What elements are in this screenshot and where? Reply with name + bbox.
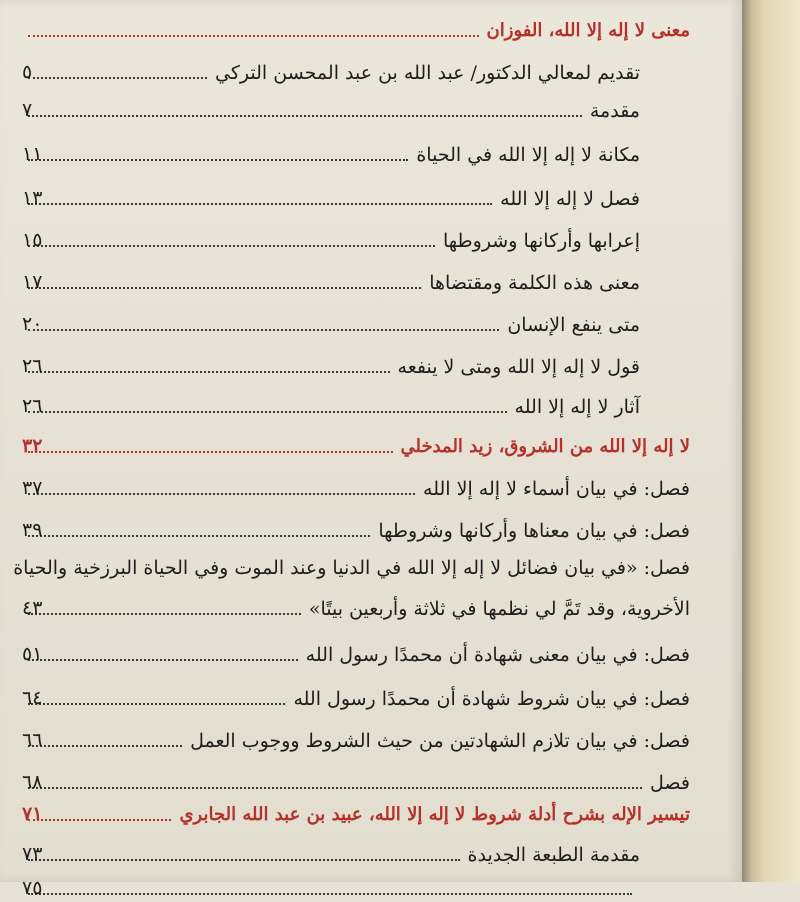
toc-page-number: ٧٣ — [22, 843, 43, 865]
toc-entry-title: إعرابها وأركانها وشروطها — [442, 230, 640, 252]
toc-entry-title: مكانة لا إله إلا الله في الحياة — [416, 144, 640, 166]
dot-leader — [28, 77, 207, 79]
toc-page-number: ٢٦ — [22, 355, 43, 377]
toc-page-number: ٣٢ — [22, 435, 43, 457]
toc-entry-title: معنى لا إله إلا الله، الفوزان — [486, 20, 690, 41]
toc-entry — [22, 714, 690, 754]
toc-page-number: ٥١ — [22, 643, 43, 665]
toc-entry-title: فصل لا إله إلا الله — [500, 188, 640, 210]
dot-leader — [28, 159, 408, 161]
dot-leader — [28, 893, 632, 895]
toc-entry — [22, 672, 690, 712]
toc-page-number: ٦٨ — [22, 771, 43, 793]
toc-entry-title: فصل: في بيان شروط شهادة أن محمدًا رسول الله — [293, 688, 690, 710]
dot-leader — [28, 115, 582, 117]
toc-entry-title: فصل: في بيان معنى شهادة أن محمدًا رسول الله — [305, 644, 690, 666]
toc-entry-title-line-1: فصل: «في بيان فضائل لا إله إلا الله في الدنيا وعند الموت وفي الحياة البرزخية والحياة — [13, 557, 690, 579]
dot-leader — [28, 203, 492, 205]
toc-entry-title: فصل: في بيان تلازم الشهادتين من حيث الشروط ووجوب العمل — [190, 730, 690, 752]
toc-entry — [22, 298, 640, 338]
toc-entry-title: تيسير الإله بشرح أدلة شروط لا إله إلا الله، عبيد بن عبد الله الجابري — [179, 804, 690, 825]
dot-leader — [28, 535, 370, 537]
toc-entry — [22, 172, 640, 212]
dot-leader — [28, 35, 479, 37]
toc-page-number: ٣٧ — [22, 477, 43, 499]
toc-entry-title: الأخروية، وقد تَمَّ لي نظمها في ثلاثة وأربعين بيتًا» — [308, 598, 690, 620]
page-edges — [742, 0, 800, 882]
toc-page-number: ١١ — [22, 143, 43, 165]
toc-entry — [22, 582, 690, 622]
dot-leader — [28, 245, 435, 247]
toc-entry-title: مقدمة الطبعة الجديدة — [467, 844, 640, 866]
dot-leader — [28, 493, 415, 495]
toc-entry-title: فصل — [650, 772, 690, 794]
toc-entry-title: آثار لا إله إلا الله — [514, 396, 640, 418]
toc-section-heading — [22, 4, 690, 44]
toc-entry — [22, 628, 690, 668]
toc-page-number: ٤٣ — [22, 597, 43, 619]
toc-page-number: ٧ — [22, 99, 33, 121]
toc-entry — [22, 504, 690, 544]
dot-leader — [28, 371, 390, 373]
toc-entry-title: لا إله إلا الله من الشروق، زيد المدخلي — [400, 436, 690, 457]
dot-leader — [28, 613, 301, 615]
dot-leader — [28, 745, 182, 747]
toc-entry — [22, 340, 640, 380]
toc-entry — [22, 84, 640, 124]
toc-entry — [22, 128, 640, 168]
dot-leader — [28, 411, 507, 413]
toc-page-number: ٧٥ — [22, 877, 43, 899]
toc-entry-title: فصل: في بيان أسماء لا إله إلا الله — [423, 478, 690, 500]
toc-entry-title: معنى هذه الكلمة ومقتضاها — [429, 272, 640, 294]
toc-page-number: ٦٤ — [22, 687, 43, 709]
toc-entry-title: متى ينفع الإنسان — [507, 314, 640, 336]
toc-section-heading — [22, 788, 690, 828]
toc-entry-title: فصل: في بيان معناها وأركانها وشروطها — [378, 520, 690, 542]
toc-page-number: ١٣ — [22, 187, 43, 209]
toc-entry-title: مقدمة — [589, 100, 640, 122]
dot-leader — [28, 703, 285, 705]
toc-section-heading — [22, 420, 690, 460]
dot-leader — [28, 451, 393, 453]
toc-page-number: ٦٦ — [22, 729, 43, 751]
toc-page-number: ١٧ — [22, 271, 43, 293]
toc-page-number: ١٥ — [22, 229, 43, 251]
toc-page-number: ٥ — [22, 61, 33, 83]
toc-entry — [22, 380, 640, 420]
toc-entry — [22, 462, 690, 502]
dot-leader — [28, 659, 298, 661]
toc-page-number: ٣٩ — [22, 519, 43, 541]
dot-leader — [28, 287, 421, 289]
toc-entry-title: تقديم لمعالي الدكتور/ عبد الله بن عبد المحسن التركي — [215, 62, 640, 84]
toc-page-number: ٢٦ — [22, 395, 43, 417]
toc-entry — [22, 46, 640, 86]
toc-page-number: ٢٠ — [22, 313, 43, 335]
dot-leader — [28, 329, 499, 331]
toc-entry-title: قول لا إله إلا الله ومتى لا ينفعه — [397, 356, 640, 378]
dot-leader — [28, 819, 171, 821]
toc-entry — [22, 256, 640, 296]
toc-entry — [22, 862, 640, 902]
dot-leader — [28, 859, 460, 861]
toc-page-number: ٧١ — [22, 803, 43, 825]
toc-entry — [22, 214, 640, 254]
